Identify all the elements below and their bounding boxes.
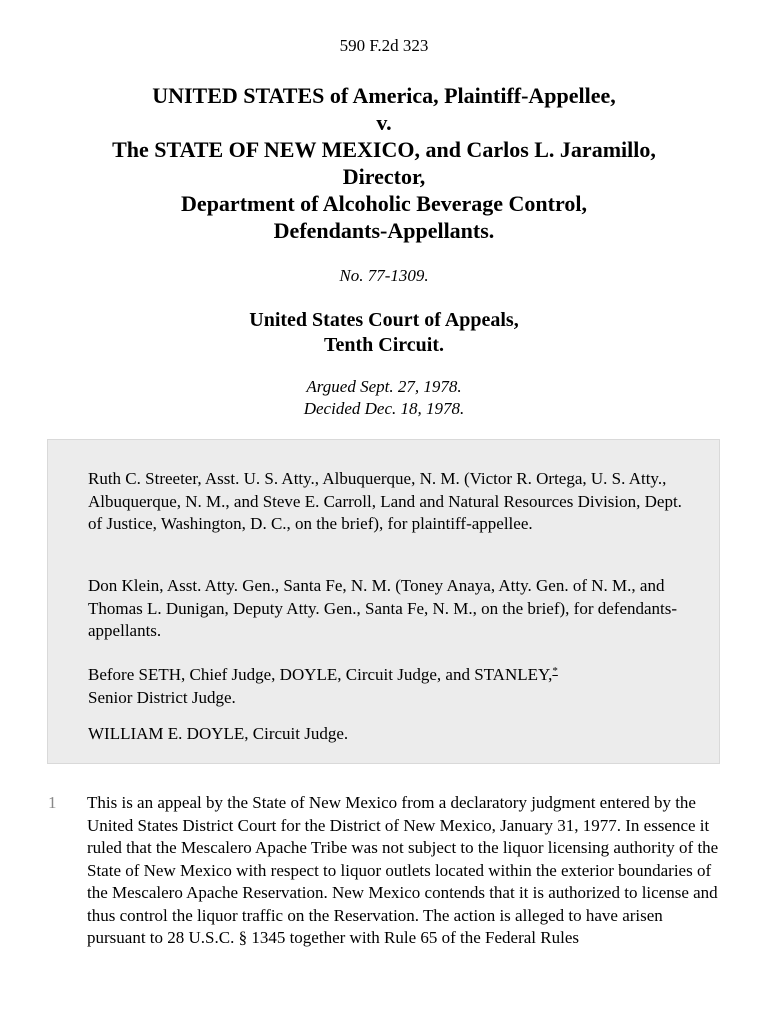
- court-name-line1: United States Court of Appeals,: [249, 309, 519, 331]
- opinion-paragraph: This is an appeal by the State of New Mexico from a declaratory judgment entered by the United States District Court for the District of New Mexico, January 31, 1977. In essence it ruled that the Mescalero Apache Tribe was not subject to the liquor licensing authority of the State of New Mexico with respect to liquor outlets located within the exterior boundaries of the Mescalero Apache Reservation. New Mexico contends that it is authorized to license and thus control the liquor traffic on the Reservation. The action is alleged to have arisen pursuant to 28 U.S.C. § 1345 together with Rule 65 of the Federal Rules: [87, 793, 719, 947]
- opinion-author: WILLIAM E. DOYLE, Circuit Judge.: [88, 724, 349, 743]
- caption-plaintiff: UNITED STATES of America, Plaintiff-Appellee,: [152, 83, 616, 108]
- caption-defendant-title: Director,: [342, 164, 426, 189]
- caption-defendant-role: Defendants-Appellants.: [273, 218, 495, 243]
- panel-judges: [88, 660, 688, 709]
- counsel-panel: [47, 439, 720, 764]
- court-name: [0, 308, 768, 358]
- counsel-appellee: Ruth C. Streeter, Asst. U. S. Atty., Albuquerque, N. M. (Victor R. Ortega, U. S. Atty., Albuquerque, N. M., and Steve E. Carroll, Land and Natural Resources Division, Dept. of Justice, Washington, D. C., on the brief), for plaintiff-appellee.: [88, 469, 682, 533]
- panel-judges-text: Before SETH, Chief Judge, DOYLE, Circuit Judge, and STANLEY,: [88, 665, 553, 684]
- caption-versus: v.: [376, 110, 392, 135]
- paragraph-number: 1: [48, 793, 57, 812]
- decided-date: Decided Dec. 18, 1978.: [303, 399, 465, 418]
- argued-date: Argued Sept. 27, 1978.: [306, 377, 462, 396]
- caption-defendant-department: Department of Alcoholic Beverage Control,: [181, 191, 587, 216]
- case-citation: 590 F.2d 323: [339, 36, 429, 55]
- counsel-appellants: Don Klein, Asst. Atty. Gen., Santa Fe, N. M. (Toney Anaya, Atty. Gen. of N. M., and Thomas L. Dunigan, Deputy Atty. Gen., Santa Fe, N. M., on the brief), for defendants-appellants.: [88, 576, 678, 640]
- case-caption: [40, 82, 728, 244]
- court-name-line2: Tenth Circuit.: [323, 334, 445, 356]
- footnote-link[interactable]: *: [552, 665, 558, 677]
- panel-judges-text-cont: Senior District Judge.: [88, 687, 236, 707]
- case-dates: [0, 376, 768, 420]
- docket-number: No. 77-1309.: [339, 266, 429, 285]
- caption-defendant-1: The STATE OF NEW MEXICO, and Carlos L. Jaramillo,: [112, 137, 656, 162]
